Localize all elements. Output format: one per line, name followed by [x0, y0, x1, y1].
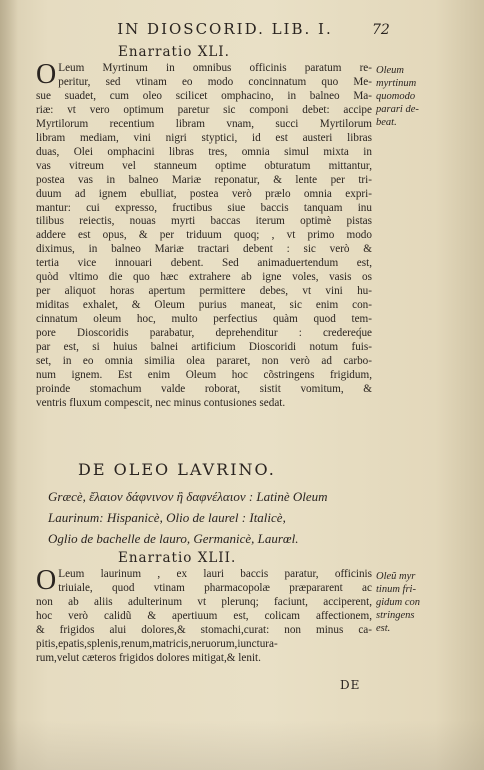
- text-line: Myrtilorum recentium libram vnam, succi Myrtilorum: [36, 117, 372, 130]
- text-line: triuiale, quod vtinam pharmacopolæ præpararent ac: [58, 581, 372, 594]
- text-line: miditas exhalet, & Oleum purius maneat, sic enim con-: [36, 299, 372, 312]
- text-line: non ab aliis adulterinum vt plerunq; faciunt, acciperent,: [36, 595, 372, 608]
- drop-cap: O: [36, 565, 57, 596]
- margin-note-line: quomodo: [376, 91, 416, 102]
- text-line: tertia vice innouari debent. Sed animaduertendum est,: [36, 257, 372, 270]
- section-title: DE OLEO LAVRINO.: [78, 460, 276, 479]
- running-title: IN DIOSCORID. LIB. I.: [117, 20, 333, 38]
- text-line: Leum Myrtinum in omnibus officinis paratum re-: [58, 62, 372, 74]
- margin-note-line: Oleũ myr: [376, 571, 416, 582]
- text-line: rum,velut cæteros frigidos dolores mitigat,& lenit.: [36, 651, 261, 664]
- page-number: 72: [372, 22, 390, 38]
- page-bottom-shade: [0, 720, 484, 770]
- synonym-line: Græcè, ἔλαιον δάφνινον ἢ δαφνέλαιον : Latinè Oleum: [48, 489, 328, 504]
- text-line: addere est opus, & per triduum quoq; , vt primo modo: [36, 229, 372, 242]
- text-line: quòd vltimo die quo hæc extrahere ab igne voles, vasis os: [36, 271, 372, 284]
- text-line: num ignem. Est enim Oleum hoc cõstringens frigidum,: [36, 368, 372, 381]
- text-line: postea vas in balneo Mariæ reponatur, & lente per tri-: [36, 173, 372, 186]
- text-line: set, in eo omnia similia olea pararet, non verò ad carbo-: [36, 355, 372, 368]
- text-line: mantur: cui expresso, fructibus siue baccis tanquam inu: [36, 201, 372, 214]
- margin-note-line: myrtinum: [376, 78, 417, 89]
- synonym-line: Oglio de bachelle de lauro, Germanicè, Laurœl.: [48, 531, 299, 546]
- text-line: pitis,epatis,splenis,renum,matricis,neruorum,iunctura-: [36, 637, 278, 650]
- text-line: riæ: vt vero optimum paretur sic componi debet: accipe: [36, 103, 372, 116]
- drop-cap: O: [36, 59, 57, 90]
- text-line: duas, Olei omphacini libras tres, omnia simul mixta in: [36, 145, 372, 158]
- catchword: DE: [340, 678, 361, 692]
- enarratio-41-margin-note: [376, 64, 476, 129]
- margin-note-line: stringens: [376, 610, 415, 621]
- synonyms-block: [48, 486, 368, 549]
- text-line: cinnatum oleum hoc, multo perfectius quàm quod tem-: [36, 313, 372, 326]
- margin-note-line: beat.: [376, 117, 397, 128]
- text-line: diximus, in balneo Mariæ tractari debent : sic verò &: [36, 243, 372, 256]
- page-gutter-shadow: [0, 0, 18, 770]
- synonym-line: Laurinum: Hispanicè, Olio de laurel : Italicè,: [48, 510, 286, 525]
- text-line: & frigidos alui dolores,& stomachi,curat: non minus ca-: [36, 623, 372, 636]
- text-line: pore Dioscoridis parabatur, deprehenditur : credereq́ue: [36, 327, 372, 340]
- text-line: duum ad ignem ebulliat, postea verò prælo omnia expri-: [36, 187, 372, 200]
- margin-note-line: Oleum: [376, 65, 404, 76]
- text-line: vas vitreum vel stanneum optime obturatum mittantur,: [36, 159, 372, 172]
- text-line: ventris fluxum compescit, nec minus contusiones sedat.: [36, 396, 286, 409]
- text-line: hoc verò calidũ & apertiuum est, colicam affectionem,: [36, 609, 372, 622]
- text-line: proinde stomachum valde roborat, sistit vomitum, &: [36, 382, 372, 395]
- enarratio-42-margin-note: [376, 570, 476, 635]
- enarratio-41-text: [36, 59, 372, 411]
- enarratio-41-heading: Enarratio XLI.: [118, 44, 230, 60]
- enarratio-42-text: [36, 565, 372, 666]
- margin-note-line: parari de-: [376, 104, 419, 115]
- text-line: libram mediam, vini nigri styptici, id est austeri libras: [36, 131, 372, 144]
- text-line: tilibus reiectis, nouas myrti baccas iterum optimè pistas: [36, 215, 372, 228]
- text-line: per aliquot horas apertum permittere debes, vt vini hu-: [36, 285, 372, 298]
- margin-note-line: gidum con: [376, 597, 421, 608]
- text-line: sue suadet, cum oleo scilicet omphacino, in balneo Ma-: [36, 89, 372, 102]
- text-line: par est, si huius balnei artificium Dioscoridi notum fuis-: [36, 341, 372, 354]
- text-line: Leum laurinum , ex lauri baccis paratur, officinis: [58, 568, 372, 580]
- margin-note-line: est.: [376, 623, 391, 634]
- text-line: peritur, sed vtinam eo modo concinnatum quo Me-: [58, 75, 372, 88]
- enarratio-42-heading: Enarratio XLII.: [118, 550, 237, 566]
- margin-note-line: tinum fri-: [376, 584, 416, 595]
